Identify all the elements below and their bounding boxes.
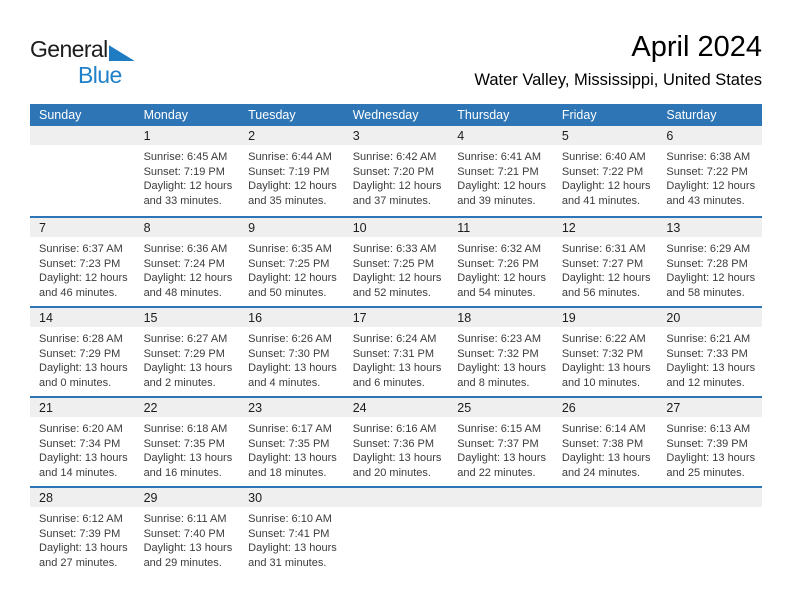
day-number: 30 [239,488,344,507]
sunset-text: Sunset: 7:25 PM [352,257,435,270]
day-info [135,327,240,390]
day-cell-28 [30,488,135,576]
location-subtitle: Water Valley, Mississippi, United States [474,71,762,89]
general-blue-logo [30,38,135,87]
day-cell-30 [239,488,344,576]
daylight-hours-text: Daylight: 12 hours [248,180,337,193]
day-header-thursday: Thursday [457,108,510,122]
day-number: 15 [135,308,240,327]
daylight-minutes-text: and 39 minutes. [457,194,536,207]
day-header-saturday: Saturday [666,108,717,122]
sunrise-text: Sunrise: 6:44 AM [248,151,332,163]
week-row-3 [30,306,762,396]
sunset-text: Sunset: 7:19 PM [143,165,225,178]
day-cell-27 [657,398,762,486]
sunset-text: Sunset: 7:22 PM [561,165,644,178]
logo-text-general: General [30,36,108,62]
day-info [30,237,135,300]
sunset-text: Sunset: 7:31 PM [352,347,435,360]
sunrise-text: Sunrise: 6:27 AM [143,333,228,345]
day-cell-7 [30,218,135,306]
day-number: 4 [448,126,553,145]
sunrise-text: Sunrise: 6:31 AM [561,243,646,255]
sunset-text: Sunset: 7:33 PM [666,347,748,360]
sunset-text: Sunset: 7:32 PM [457,347,539,360]
sunset-text: Sunset: 7:21 PM [457,165,539,178]
daylight-hours-text: Daylight: 13 hours [457,452,546,465]
day-info [448,145,553,208]
daylight-minutes-text: and 14 minutes. [39,466,118,479]
day-info [30,417,135,480]
day-cell-2 [239,126,344,216]
daylight-minutes-text: and 37 minutes. [352,194,431,207]
daylight-hours-text: Daylight: 13 hours [143,362,233,375]
day-cell-12 [553,218,658,306]
daylight-minutes-text: and 25 minutes. [666,466,745,479]
sunrise-text: Sunrise: 6:41 AM [457,151,542,163]
day-number: 11 [448,218,553,237]
day-number: 27 [657,398,762,417]
sunset-text: Sunset: 7:35 PM [248,437,330,450]
day-cell-3 [344,126,449,216]
day-cell-29 [135,488,240,576]
sunrise-text: Sunrise: 6:42 AM [352,151,437,163]
daylight-minutes-text: and 24 minutes. [561,466,641,479]
day-cell-19 [553,308,658,396]
day-number: 23 [239,398,344,417]
sunset-text: Sunset: 7:39 PM [666,437,748,450]
day-number [30,126,135,145]
day-info [344,327,449,390]
day-number: 24 [344,398,449,417]
daylight-minutes-text: and 43 minutes. [666,194,745,207]
daylight-minutes-text: and 8 minutes. [457,376,530,389]
daylight-hours-text: Daylight: 13 hours [39,452,128,465]
daylight-minutes-text: and 4 minutes. [248,376,321,389]
daylight-minutes-text: and 22 minutes. [457,466,536,479]
daylight-hours-text: Daylight: 13 hours [457,362,546,375]
sunrise-text: Sunrise: 6:32 AM [457,243,542,255]
sunset-text: Sunset: 7:19 PM [248,165,330,178]
daylight-hours-text: Daylight: 13 hours [561,452,651,465]
day-cell-24 [344,398,449,486]
daylight-hours-text: Daylight: 13 hours [39,362,128,375]
day-info [135,417,240,480]
sunrise-text: Sunrise: 6:38 AM [666,151,751,163]
day-cell-9 [239,218,344,306]
daylight-hours-text: Daylight: 13 hours [143,452,233,465]
day-number: 8 [135,218,240,237]
daylight-minutes-text: and 35 minutes. [248,194,327,207]
day-info [657,327,762,390]
day-number: 9 [239,218,344,237]
sunrise-text: Sunrise: 6:26 AM [248,333,332,345]
sunset-text: Sunset: 7:40 PM [143,527,225,540]
week-row-1 [30,126,762,216]
day-info [239,417,344,480]
day-cell-5 [553,126,658,216]
sunrise-text: Sunrise: 6:18 AM [143,423,228,435]
day-header-friday: Friday [561,108,597,122]
daylight-hours-text: Daylight: 13 hours [248,542,337,555]
daylight-minutes-text: and 58 minutes. [666,286,745,299]
day-cell-10 [344,218,449,306]
sunrise-text: Sunrise: 6:28 AM [39,333,123,345]
day-number: 19 [553,308,658,327]
daylight-minutes-text: and 52 minutes. [352,286,431,299]
daylight-hours-text: Daylight: 13 hours [143,542,233,555]
daylight-minutes-text: and 27 minutes. [39,556,118,569]
sunrise-text: Sunrise: 6:45 AM [143,151,228,163]
day-header-tuesday: Tuesday [248,108,296,122]
day-cell-22 [135,398,240,486]
sunrise-text: Sunrise: 6:14 AM [561,423,646,435]
daylight-minutes-text: and 29 minutes. [143,556,222,569]
day-info [448,327,553,390]
sunset-text: Sunset: 7:30 PM [248,347,330,360]
daylight-hours-text: Daylight: 12 hours [143,272,233,285]
day-number: 18 [448,308,553,327]
daylight-minutes-text: and 56 minutes. [561,286,641,299]
daylight-hours-text: Daylight: 13 hours [39,542,128,555]
day-info [448,237,553,300]
day-number [448,488,553,507]
sunrise-text: Sunrise: 6:13 AM [666,423,751,435]
daylight-minutes-text: and 10 minutes. [561,376,641,389]
day-info [239,237,344,300]
sunset-text: Sunset: 7:34 PM [39,437,121,450]
daylight-hours-text: Daylight: 12 hours [248,272,337,285]
day-number [657,488,762,507]
day-number: 2 [239,126,344,145]
month-title: April 2024 [631,31,762,63]
day-info [448,507,553,512]
day-number: 26 [553,398,658,417]
day-number: 16 [239,308,344,327]
day-number: 25 [448,398,553,417]
sunrise-text: Sunrise: 6:20 AM [39,423,123,435]
day-cell-empty [344,488,449,576]
day-cell-14 [30,308,135,396]
sunset-text: Sunset: 7:20 PM [352,165,435,178]
sunset-text: Sunset: 7:41 PM [248,527,330,540]
daylight-minutes-text: and 41 minutes. [561,194,641,207]
day-cell-26 [553,398,658,486]
day-number: 22 [135,398,240,417]
day-info [553,145,658,208]
day-number [344,488,449,507]
day-cell-8 [135,218,240,306]
sunset-text: Sunset: 7:37 PM [457,437,539,450]
day-cell-20 [657,308,762,396]
day-number: 20 [657,308,762,327]
day-info [553,237,658,300]
daylight-hours-text: Daylight: 12 hours [457,180,546,193]
sunrise-text: Sunrise: 6:40 AM [561,151,646,163]
daylight-hours-text: Daylight: 12 hours [352,180,442,193]
day-info [657,507,762,512]
day-number: 10 [344,218,449,237]
day-number: 12 [553,218,658,237]
sunset-text: Sunset: 7:29 PM [143,347,225,360]
sunset-text: Sunset: 7:25 PM [248,257,330,270]
sunrise-text: Sunrise: 6:15 AM [457,423,542,435]
day-number: 28 [30,488,135,507]
week-row-2 [30,216,762,306]
sunset-text: Sunset: 7:29 PM [39,347,121,360]
day-header-sunday: Sunday [39,108,82,122]
sunset-text: Sunset: 7:39 PM [39,527,121,540]
day-number: 17 [344,308,449,327]
daylight-minutes-text: and 46 minutes. [39,286,118,299]
sunrise-text: Sunrise: 6:24 AM [352,333,437,345]
day-cell-4 [448,126,553,216]
day-cell-18 [448,308,553,396]
day-info [344,507,449,512]
daylight-hours-text: Daylight: 12 hours [143,180,233,193]
daylight-minutes-text: and 48 minutes. [143,286,222,299]
day-info [30,327,135,390]
logo-top-row [30,38,135,61]
daylight-hours-text: Daylight: 13 hours [352,452,442,465]
day-info [239,507,344,570]
day-cell-1 [135,126,240,216]
day-cell-11 [448,218,553,306]
day-cell-21 [30,398,135,486]
day-cell-23 [239,398,344,486]
day-info [553,327,658,390]
daylight-hours-text: Daylight: 12 hours [352,272,442,285]
calendar-table [30,104,762,576]
day-number: 7 [30,218,135,237]
sunset-text: Sunset: 7:26 PM [457,257,539,270]
daylight-hours-text: Daylight: 12 hours [39,272,128,285]
day-header-row [30,104,762,126]
sunset-text: Sunset: 7:36 PM [352,437,435,450]
day-info [30,145,135,150]
daylight-minutes-text: and 16 minutes. [143,466,222,479]
day-cell-17 [344,308,449,396]
day-info [344,237,449,300]
sunrise-text: Sunrise: 6:37 AM [39,243,123,255]
week-row-5 [30,486,762,576]
day-header-monday: Monday [143,108,189,122]
day-info [448,417,553,480]
sunrise-text: Sunrise: 6:29 AM [666,243,751,255]
day-cell-empty [657,488,762,576]
day-cell-13 [657,218,762,306]
daylight-minutes-text: and 31 minutes. [248,556,327,569]
sunrise-text: Sunrise: 6:16 AM [352,423,437,435]
daylight-hours-text: Daylight: 13 hours [666,452,756,465]
day-cell-15 [135,308,240,396]
day-number: 3 [344,126,449,145]
calendar-weeks [30,126,762,576]
day-info [553,417,658,480]
day-info [553,507,658,512]
daylight-hours-text: Daylight: 12 hours [561,180,651,193]
sunset-text: Sunset: 7:32 PM [561,347,644,360]
sunrise-text: Sunrise: 6:10 AM [248,513,332,525]
day-number: 5 [553,126,658,145]
page-header [30,30,762,100]
day-info [135,145,240,208]
sunset-text: Sunset: 7:27 PM [561,257,644,270]
daylight-minutes-text: and 6 minutes. [352,376,425,389]
day-number: 6 [657,126,762,145]
daylight-minutes-text: and 12 minutes. [666,376,745,389]
day-info [344,145,449,208]
sunrise-text: Sunrise: 6:12 AM [39,513,123,525]
sunset-text: Sunset: 7:35 PM [143,437,225,450]
sunset-text: Sunset: 7:23 PM [39,257,121,270]
day-info [657,145,762,208]
day-number: 14 [30,308,135,327]
daylight-hours-text: Daylight: 12 hours [666,272,756,285]
daylight-hours-text: Daylight: 13 hours [666,362,756,375]
daylight-minutes-text: and 2 minutes. [143,376,216,389]
sunrise-text: Sunrise: 6:11 AM [143,513,227,525]
sunrise-text: Sunrise: 6:33 AM [352,243,437,255]
day-number: 21 [30,398,135,417]
day-info [239,327,344,390]
daylight-minutes-text: and 0 minutes. [39,376,112,389]
day-info [344,417,449,480]
sunset-text: Sunset: 7:38 PM [561,437,644,450]
day-info [135,507,240,570]
sunrise-text: Sunrise: 6:35 AM [248,243,332,255]
logo-triangle-icon [109,45,135,61]
sunrise-text: Sunrise: 6:22 AM [561,333,646,345]
daylight-minutes-text: and 20 minutes. [352,466,431,479]
day-info [135,237,240,300]
day-cell-25 [448,398,553,486]
daylight-minutes-text: and 18 minutes. [248,466,327,479]
sunrise-text: Sunrise: 6:21 AM [666,333,751,345]
daylight-hours-text: Daylight: 12 hours [457,272,546,285]
sunrise-text: Sunrise: 6:17 AM [248,423,332,435]
day-info [30,507,135,570]
day-number: 1 [135,126,240,145]
daylight-minutes-text: and 50 minutes. [248,286,327,299]
day-cell-6 [657,126,762,216]
day-cell-16 [239,308,344,396]
sunset-text: Sunset: 7:28 PM [666,257,748,270]
day-header-wednesday: Wednesday [352,108,419,122]
day-number: 13 [657,218,762,237]
daylight-hours-text: Daylight: 12 hours [666,180,756,193]
day-info [239,145,344,208]
sunset-text: Sunset: 7:22 PM [666,165,748,178]
daylight-minutes-text: and 33 minutes. [143,194,222,207]
daylight-hours-text: Daylight: 13 hours [248,452,337,465]
daylight-hours-text: Daylight: 12 hours [561,272,651,285]
daylight-hours-text: Daylight: 13 hours [561,362,651,375]
day-cell-empty [30,126,135,216]
title-block [474,30,762,90]
week-row-4 [30,396,762,486]
day-info [657,417,762,480]
sunrise-text: Sunrise: 6:23 AM [457,333,542,345]
day-info [657,237,762,300]
daylight-hours-text: Daylight: 13 hours [352,362,442,375]
daylight-minutes-text: and 54 minutes. [457,286,536,299]
sunset-text: Sunset: 7:24 PM [143,257,225,270]
day-cell-empty [448,488,553,576]
daylight-hours-text: Daylight: 13 hours [248,362,337,375]
logo-text-blue: Blue [78,62,122,88]
day-cell-empty [553,488,658,576]
sunrise-text: Sunrise: 6:36 AM [143,243,228,255]
day-number: 29 [135,488,240,507]
day-number [553,488,658,507]
